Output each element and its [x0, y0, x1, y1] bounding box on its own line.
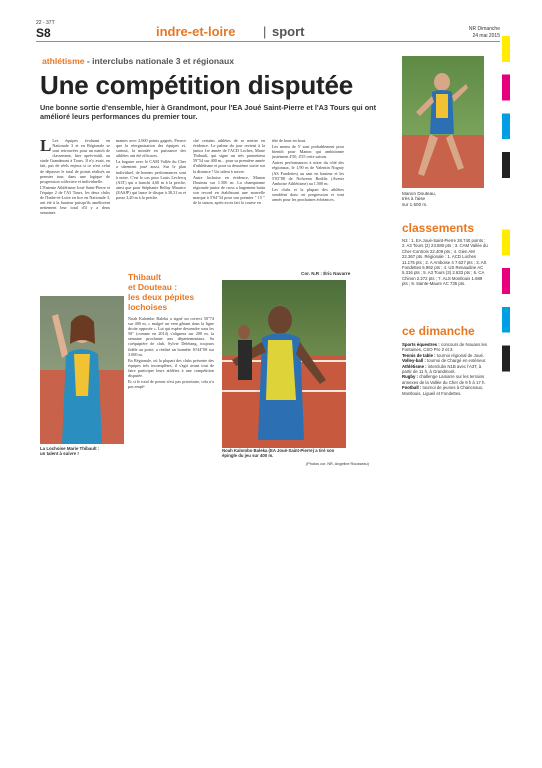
subhead-line: et Douteau :: [128, 282, 178, 292]
caption-line: sur 1.500 m.: [402, 201, 428, 207]
paragraph: Les clubs et la plupart des athlètes semblent donc en progression et sont armés pour les prochaines échéances.: [272, 186, 344, 203]
agenda-text: tournoi régional de Joué.: [435, 352, 485, 358]
agenda-label: Football :: [402, 385, 422, 391]
paragraph: En Régionale, où la plupart des clubs présente des équipes très incomplètes, il s'agit avant tout de faire participer leurs athlètes à une compétition disputée.: [128, 357, 214, 379]
subhead-line: les deux pépites: [128, 292, 195, 302]
edition-date: 24 mai 2015: [472, 33, 500, 39]
agenda-label: Sports équestres :: [402, 342, 440, 347]
classements-text: N3 : 1. EA Joué-Saint-Pierre 28.740 points ; 2. A3 Tours (2) 23.580 pts ; 3. CAM Vallée du Cher-Controis 22.409 pts ; 4. Gien AM 22.367 pts. Régionale : 1. ACD Loches 11.175 pts ; 2. A Amboise 4 7.627 pts ; 3. AS Fondettes 5.992 pts ; 4. US Renaudine AC 5.316 pts ; 5. A3 Tours (3) 2.633 pts ; 6. CA Chinon 2.272 pts ; 7. ALS Montlouis 1.689 pts ; 8. Sainte-Maure AC 735 pts.: [402, 238, 488, 287]
edition-name: NR Dimanche: [468, 26, 500, 32]
page-ref: 22 - 37T: [36, 20, 55, 26]
region-name: indre-et-loire: [156, 24, 236, 39]
paragraph: tête de bout en bout.: [272, 138, 307, 143]
caption-line: un talent à suivre !: [40, 451, 79, 457]
paragraph: ché certains athlètes de se mettre en évidence. Le palme du jour revient à la junior 1re année de l'ACD Loches, Marie Thibault, qui signe un très prometteur 59"54 sur 400 m... pour sa première année d'athlétisme et pour sa deuxième sortie sur la distance ! Un talent à suivre.: [193, 138, 265, 174]
header-rule: [36, 41, 500, 42]
subhead-text: [128, 316, 214, 456]
caption-line: très à l'aise: [402, 196, 426, 202]
agenda-text: concours de Nouans les Fontaines, CSO Pro 2 et 3.: [402, 342, 488, 353]
paragraph: Et si le total de points n'est pas prioritaire, cela n'a pas empê-: [128, 379, 214, 390]
deck: Une bonne sortie d'ensemble, hier à Grandmont, pour l'EA Joué Saint-Pierre et l'A3 Tours qui ont amélioré leurs performances du premier tour.: [40, 103, 377, 121]
paragraph: L'Entente Athlétisme Joué Saint-Pierre et l'équipe 2 de l'A3 Tours, les deux clubs de l'Indre-et-Loire en lice en Nationale 3, ont été à la hauteur puisqu'ils améliorent nettement leur total d'il y a deux semaines: [40, 184, 110, 216]
agenda-item: [402, 385, 488, 396]
caption-left: [40, 446, 124, 456]
photo-manon-douteau: [402, 56, 484, 188]
photo-credit: (Photos cor. NR, Angeline Rousseau): [306, 462, 369, 466]
agenda-item: [402, 342, 488, 353]
kicker-topic: interclubs nationale 3 et régionaux: [92, 56, 234, 66]
caption-line: La Lochoise Marie Thibault :: [40, 446, 100, 451]
paragraph: Autres performances à noter du côté des régionaux, le 1,90 m de Valentin Nogray (AS Fondettes) au saut en hauteur et les 5'03"88 de Nolwenn Bodilis (Avenir Amboise Athlétisme) au 1.500 m.: [272, 160, 344, 186]
subhead-line: lochoises: [128, 302, 168, 312]
subhead: [128, 272, 210, 312]
page-number: S8: [36, 26, 51, 40]
paragraph: Les moins de 5' sont probablement pour bientôt pour Manon qui ambitionne justement 4'50, 4'55 cette saison.: [272, 144, 344, 160]
color-bar: [502, 36, 510, 466]
sprinter-illustration: [222, 280, 346, 448]
section-name: sport: [272, 24, 305, 39]
newspaper-page: [36, 16, 500, 464]
runner-illustration: [40, 296, 124, 444]
headline: Une compétition disputée: [40, 70, 354, 100]
caption-line: Manon Douteau,: [402, 191, 436, 196]
agenda-label: Volley-ball :: [402, 358, 426, 364]
agenda-item: [402, 374, 488, 385]
paragraph-text: Les équipes évoluant en Nationale 3 et en Régionale se sont retrouvées pour un match de classement, hier après-midi, au stade Grandmont à Tours. Il n'y avait, en fait, pas de réels enjeux si ce n'est celui de dépasser le total de points réalisés au premier tour, dans une logique de progression collective et individuelle.: [40, 138, 110, 184]
kicker-sport: athlétisme: [42, 56, 85, 66]
subhead-line: Thibault: [128, 272, 162, 282]
paragraph: L Les équipes évoluant en Nationale 3 et en Régionale se sont retrouvées pour un match de classement, hier après-midi, au stade Grandmont à Tours. Il n'y avait, en fait, pas de réels enjeux si ce n'est celui de dépasser le total de points réalisés au premier tour, dans une logique de progression collective et individuelle.: [40, 138, 110, 184]
kicker-dash: -: [84, 56, 93, 66]
runner-illustration: [402, 56, 484, 188]
kicker: [42, 56, 234, 66]
section-separator: |: [263, 24, 267, 39]
ce-dimanche-list: [402, 342, 488, 460]
photo-marie-thibault: [40, 296, 124, 444]
author-credit: Cor. N.R : Éric Navarre: [301, 271, 351, 276]
agenda-label: Tennis de table :: [402, 352, 436, 358]
article-col-1: [40, 138, 110, 298]
caption-right: [402, 191, 484, 207]
article-col-2: [116, 138, 186, 278]
agenda-item: [402, 364, 488, 375]
agenda-label: Rugby :: [402, 374, 418, 380]
paragraph: Noah Kalombo Baleka a signé un correct 50"74 sur 400 m, « malgré un vent gênant dans la ligne droite opposée ». Lui qui espère descendre sous les 50" (comme en 2014) s'alignera sur 200 m, la semaine prochaine aux départementaux. Sa coéquipière de club, Sylvie Delétang, toujours fidèle au poste, a réalisé un honnête 10'44"08 sur 3.000 m.: [128, 316, 214, 357]
agenda-text: tournoi de jeunes à Chanceaux, Montlouis, Ligueil et Fondettes.: [402, 385, 484, 396]
article-col-3: [193, 138, 265, 278]
classements-title: classements: [402, 221, 475, 235]
paragraph: Autre lochoise en évidence, Manon Douteau sur 1.500 m. La championne régionale junior de cross a largement battu son record en établissant une nouvelle marque à 5'04"34 pour son premier " 15 " de la saison, après avoir fait la course en: [193, 174, 265, 206]
agenda-text: tournoi de Chargé en extérieur.: [425, 358, 487, 364]
photo-noah-kalombo-baleka: [222, 280, 346, 448]
paragraph: maines avec 2.000 points gagnés. Preuve que la réorganisation des équipes et, surtout, la montée en puissance des athlètes ont été efficaces.: [116, 138, 186, 159]
agenda-text: challenge Lamarre sur les terrains annexes de la Vallée du Cher de 9 h à 17 h.: [402, 374, 486, 385]
ce-dimanche-title: ce dimanche: [402, 324, 475, 338]
agenda-text: interclubs N1B avec l'A3T, à partir de 11 h, à Grandmont.: [402, 363, 482, 375]
paragraph: La bagarre avec le CAM Vallée du Cher a sûrement joué aussi. Sur le plan individuel, de bonnes performances sont à noter. C'est le cas pour Louis Leclercq (A3T) qui a franchi 4,60 m à la perche, ainsi que pour Stéphanie Bellay Maurice (EASJP) qui lance le disque à 38,31 m et passe 3,20 m à la perche.: [116, 159, 186, 201]
article-col-4: [272, 138, 344, 278]
caption-center: Noah Kalombo Baleka (EA Joué-Saint-Pierre) a tiré son épingle du jeu sur 400 m.: [222, 448, 335, 459]
agenda-label: Athlétisme :: [402, 363, 427, 369]
